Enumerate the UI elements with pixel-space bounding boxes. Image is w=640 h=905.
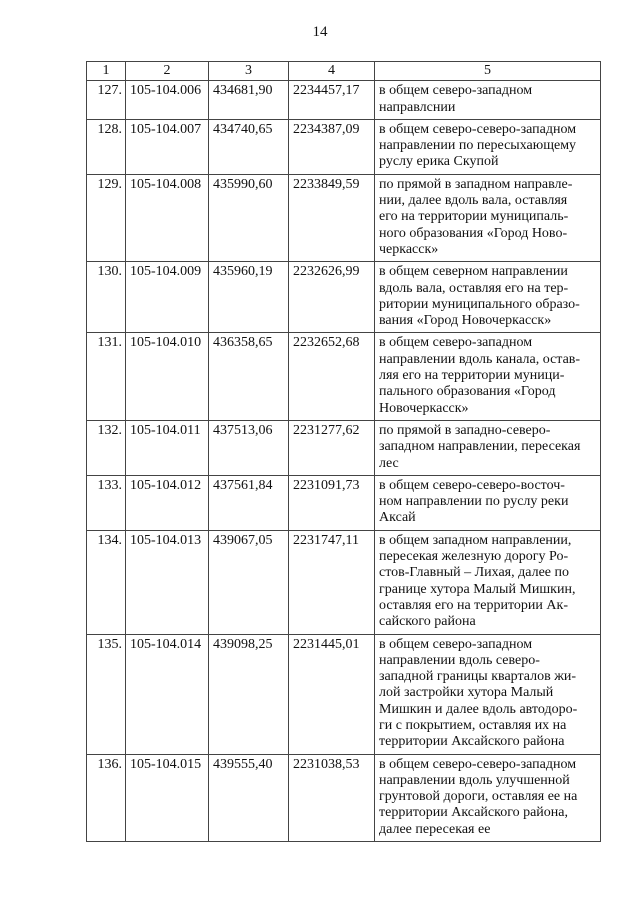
description-cell [375, 475, 601, 530]
description-line: пального образования «Город [379, 384, 556, 400]
point-number-cell: 135. [87, 634, 126, 754]
description-line: далее пересекая ее [379, 821, 491, 837]
x-coordinate-cell: 439067,05 [209, 530, 289, 634]
header-cell-5: 5 [375, 62, 601, 81]
y-coordinate-cell: 2234387,09 [289, 119, 375, 174]
description-cell [375, 634, 601, 754]
description-line: территории Аксайского района, [379, 805, 569, 821]
table-row [87, 634, 601, 754]
x-coordinate-cell: 437513,06 [209, 420, 289, 475]
description-line: границе хутора Малый Мишкин, [379, 581, 576, 597]
point-number-cell: 127. [87, 81, 126, 120]
description-line: вания «Город Новочеркасск» [379, 313, 552, 329]
y-coordinate-cell: 2231038,53 [289, 754, 375, 841]
x-coordinate-cell: 439098,25 [209, 634, 289, 754]
table-row [87, 475, 601, 530]
description-line: вдоль вала, оставляя его на тер- [379, 280, 569, 296]
description-line: сайского района [379, 614, 476, 630]
point-number-cell: 129. [87, 174, 126, 261]
point-code-cell: 105-104.013 [126, 530, 209, 634]
boundary-points-table [86, 61, 601, 842]
header-cell-1: 1 [87, 62, 126, 81]
description-line: территории Аксайского района [379, 734, 565, 750]
point-code-cell: 105-104.014 [126, 634, 209, 754]
description-cell [375, 174, 601, 261]
y-coordinate-cell: 2231277,62 [289, 420, 375, 475]
description-line: в общем северо-северо-западном [379, 756, 577, 772]
point-number-cell: 131. [87, 333, 126, 420]
point-number-cell: 134. [87, 530, 126, 634]
header-cell-3: 3 [209, 62, 289, 81]
point-number-cell: 136. [87, 754, 126, 841]
y-coordinate-cell: 2231091,73 [289, 475, 375, 530]
y-coordinate-cell: 2232652,68 [289, 333, 375, 420]
description-line: в общем северо-западном [379, 636, 533, 652]
description-cell [375, 81, 601, 120]
table-row [87, 333, 601, 420]
x-coordinate-cell: 437561,84 [209, 475, 289, 530]
description-line: Мишкин и далее вдоль автодоро- [379, 701, 578, 717]
point-number-cell: 133. [87, 475, 126, 530]
y-coordinate-cell: 2232626,99 [289, 262, 375, 333]
description-line: в общем северо-западном [379, 335, 533, 351]
description-line: направлении вдоль канала, остав- [379, 351, 581, 367]
table-row [87, 530, 601, 634]
description-line: грунтовой дороги, оставляя ее на [379, 789, 578, 805]
header-cell-2: 2 [126, 62, 209, 81]
table-row [87, 262, 601, 333]
point-code-cell: 105-104.012 [126, 475, 209, 530]
description-line: ритории муниципального образо- [379, 296, 580, 312]
description-cell [375, 530, 601, 634]
description-line: в общем северо-северо-западном [379, 121, 577, 137]
point-code-cell: 105-104.009 [126, 262, 209, 333]
description-line: в общем северо-северо-восточ- [379, 477, 565, 493]
description-cell [375, 262, 601, 333]
description-line: западном направлении, пересекая [379, 439, 581, 455]
description-line: ном направлении по руслу реки [379, 494, 569, 510]
description-cell [375, 119, 601, 174]
x-coordinate-cell: 434681,90 [209, 81, 289, 120]
description-line: руслу ерика Скупой [379, 154, 499, 170]
description-line: направлснии [379, 99, 456, 115]
point-code-cell: 105-104.015 [126, 754, 209, 841]
point-code-cell: 105-104.006 [126, 81, 209, 120]
y-coordinate-cell: 2233849,59 [289, 174, 375, 261]
y-coordinate-cell: 2234457,17 [289, 81, 375, 120]
description-line: Новочеркасск» [379, 400, 469, 416]
x-coordinate-cell: 435990,60 [209, 174, 289, 261]
x-coordinate-cell: 434740,65 [209, 119, 289, 174]
x-coordinate-cell: 435960,19 [209, 262, 289, 333]
y-coordinate-cell: 2231445,01 [289, 634, 375, 754]
description-line: Аксай [379, 510, 416, 526]
point-number-cell: 132. [87, 420, 126, 475]
description-line: по прямой в западно-северо- [379, 422, 551, 438]
description-line: его на территории муниципаль- [379, 209, 569, 225]
table-row [87, 174, 601, 261]
table-row [87, 754, 601, 841]
description-cell [375, 754, 601, 841]
description-line: лой застройки хутора Малый [379, 685, 554, 701]
table-row [87, 81, 601, 120]
page-number: 14 [312, 24, 328, 40]
description-line: ного образования «Город Ново- [379, 225, 568, 241]
description-line: ги с покрытием, оставляя их на [379, 717, 567, 733]
description-line: нии, далее вдоль вала, оставляя [379, 193, 568, 209]
point-code-cell: 105-104.010 [126, 333, 209, 420]
description-line: в общем западном направлении, [379, 532, 572, 548]
point-code-cell: 105-104.011 [126, 420, 209, 475]
description-line: ляя его на территории муници- [379, 368, 565, 384]
description-line: в общем северо-западном [379, 83, 533, 99]
description-line: лес [379, 455, 399, 471]
point-number-cell: 128. [87, 119, 126, 174]
description-cell [375, 333, 601, 420]
description-cell [375, 420, 601, 475]
table-row [87, 119, 601, 174]
description-line: западной границы кварталов жи- [379, 669, 577, 685]
header-cell-4: 4 [289, 62, 375, 81]
y-coordinate-cell: 2231747,11 [289, 530, 375, 634]
description-line: направлении вдоль улучшенной [379, 772, 570, 788]
description-line: по прямой в западном направле- [379, 176, 573, 192]
description-line: пересекая железную дорогу Ро- [379, 549, 569, 565]
table-header-row [87, 62, 601, 81]
description-line: направлении по пересыхающему [379, 138, 577, 154]
description-line: направлении вдоль северо- [379, 652, 540, 668]
description-line: стов-Главный – Лихая, далее по [379, 565, 569, 581]
point-number-cell: 130. [87, 262, 126, 333]
point-code-cell: 105-104.007 [126, 119, 209, 174]
table-body [87, 62, 601, 842]
x-coordinate-cell: 436358,65 [209, 333, 289, 420]
description-line: черкасск» [379, 241, 439, 257]
table-row [87, 420, 601, 475]
description-line: оставляя его на территории Ак- [379, 597, 568, 613]
x-coordinate-cell: 439555,40 [209, 754, 289, 841]
point-code-cell: 105-104.008 [126, 174, 209, 261]
description-line: в общем северном направлении [379, 264, 568, 280]
